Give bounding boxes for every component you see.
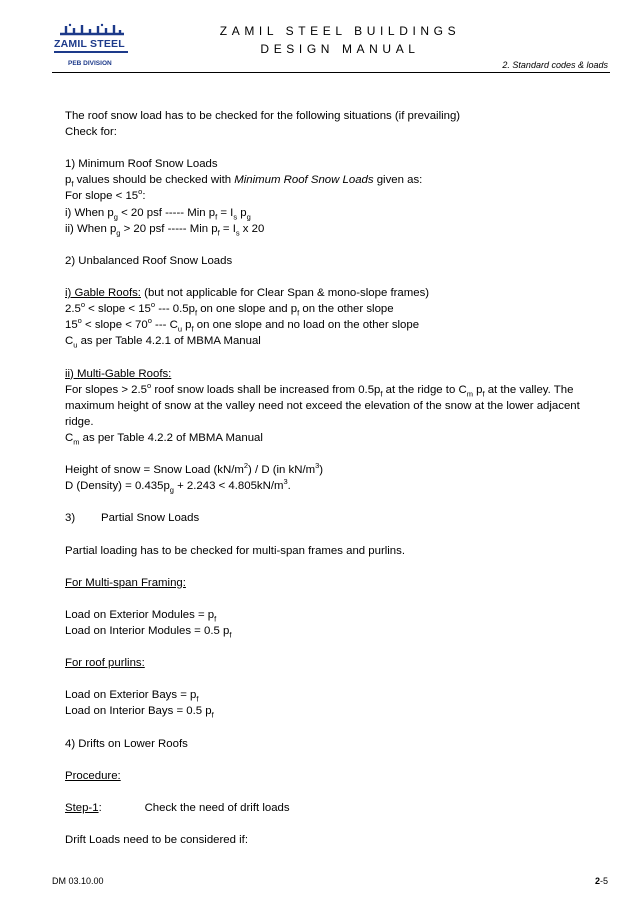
drift-loads-text: Drift Loads need to be considered if:	[65, 834, 248, 847]
multi-gable-title: ii) Multi-Gable Roofs:	[65, 367, 172, 380]
page-body	[65, 108, 610, 848]
intro-line1: The roof snow load has to be checked for the following situations (if prevailing)	[65, 110, 461, 122]
section1-slope: For slope < $15^o$:	[65, 187, 146, 203]
exterior-modules-load: Load on Exterior Modules = $p_f$	[65, 608, 217, 624]
density-formula: D (Density) = $0.435p_g + 2.243 < 4.805kN/m^3$.	[65, 477, 291, 495]
section3-heading: 3) Partial Snow Loads	[65, 512, 200, 525]
footer-doc-code: DM 03.10.00	[52, 876, 104, 886]
interior-modules-load: Load on Interior Modules = 0.5 $p_f$	[65, 625, 232, 640]
section-label: 2. Standard codes & loads	[502, 60, 608, 70]
header-rule	[52, 72, 610, 73]
logo-arabic-script	[56, 22, 128, 38]
partial-loading-text: Partial loading has to be checked for multi-span frames and purlins.	[65, 544, 406, 557]
gable-line3: $C_u$ as per Table 4.2.1 of MBMA Manual	[65, 335, 261, 350]
step1-line: Step-1: Check the need of drift loads	[65, 802, 290, 815]
exterior-bays-load: Load on Exterior Bays = $p_f$	[65, 689, 199, 704]
section4-heading: 4) Drifts on Lower Roofs	[65, 737, 188, 750]
gable-line2: $15^o$ < slope < $70^o$ --- $C_u$ $p_f$ on one slope and no load on the other slope	[65, 316, 420, 334]
multispan-title: For Multi-span Framing:	[65, 576, 186, 589]
logo-name: ZAMIL STEEL	[54, 38, 125, 50]
logo-division: PEB DIVISION	[68, 60, 112, 67]
section1-line1: $p_f$ values should be checked with Minimum Roof Snow Loads given as:	[65, 174, 423, 189]
gable-roofs-title: i) Gable Roofs: (but not applicable for Clear Span & mono-slope frames)	[65, 287, 430, 300]
multi-gable-cm: $C_m$ as per Table 4.2.2 of MBMA Manual	[65, 431, 263, 447]
section1-case-i: i) When $p_g < 20$ psf ----- Min $p_f = I_s$ $p_g$	[65, 206, 251, 221]
height-of-snow: Height of snow = Snow Load $(kN/m^2)$ / D (in $kN/m^3$)	[65, 461, 324, 477]
roof-purlins-title: For roof purlins:	[65, 657, 145, 670]
multi-gable-paragraph: For slopes > $2.5^o$ roof snow loads shall be increased from $0.5p_f$ at the ridge to $C_m$ $p_f$ at the valley. The maximum height of snow at the valley need not exceed the elevation of the snow at the lower adjacent ridge.	[65, 380, 580, 428]
section2-heading: 2) Unbalanced Roof Snow Loads	[65, 254, 233, 267]
document-title-line2: DESIGN MANUAL	[260, 42, 420, 56]
footer-page-number: 2-5	[594, 876, 608, 886]
section1-case-ii: ii) When $p_g > 20$ psf ----- Min $p_f = I_s$ x 20	[65, 222, 265, 237]
document-title-line1: ZAMIL STEEL BUILDINGS	[219, 24, 461, 38]
logo-underline	[54, 51, 128, 53]
interior-bays-load: Load on Interior Bays = 0.5 $p_f$	[65, 705, 214, 720]
gable-line1: $2.5^o$ < slope < $15^o$ --- $0.5p_f$ on one slope and $p_f$ on the other slope	[65, 300, 394, 318]
section1-heading: 1) Minimum Roof Snow Loads	[65, 158, 218, 171]
procedure-title: Procedure:	[65, 769, 121, 782]
intro-line2: Check for:	[65, 126, 117, 139]
